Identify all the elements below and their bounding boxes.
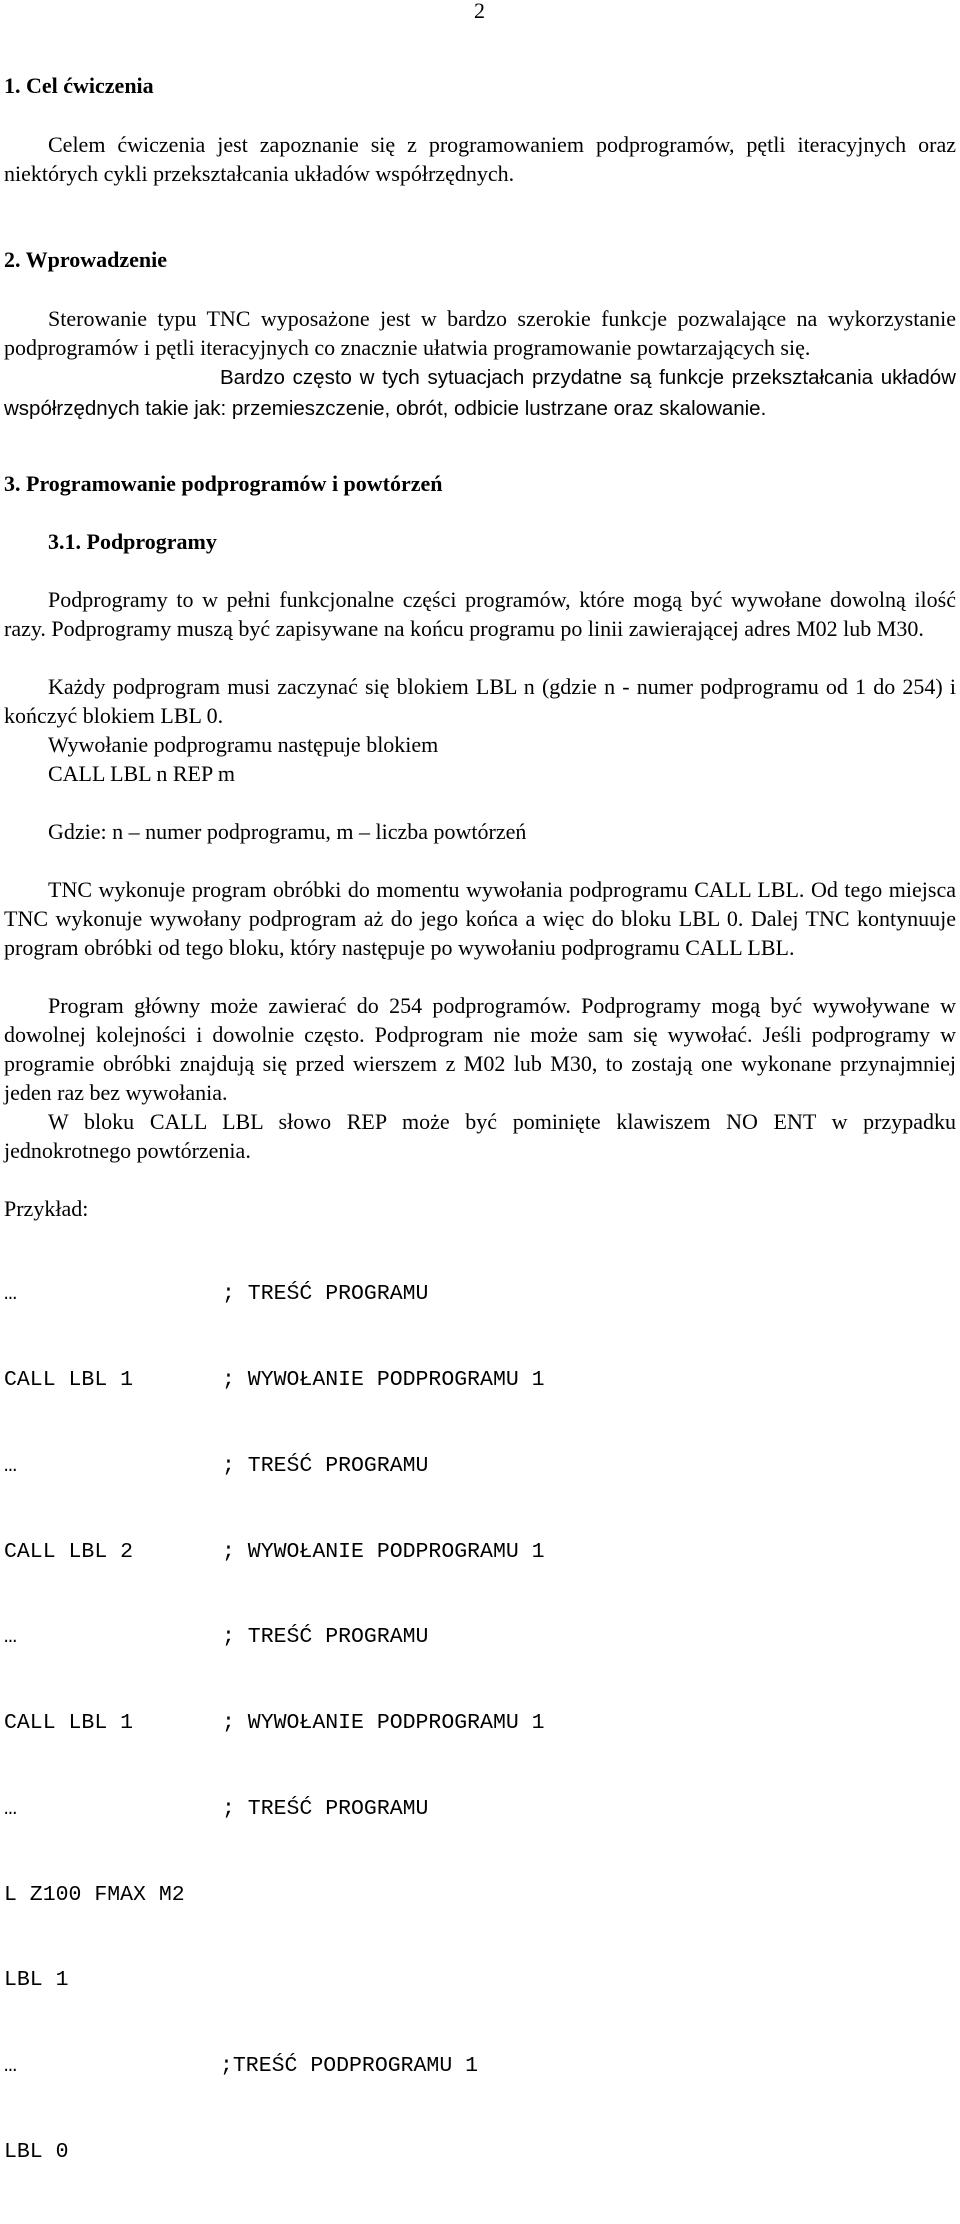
code-instruction: CALL LBL 1: [4, 1367, 134, 1392]
paragraph-podprogramy-8: W bloku CALL LBL słowo REP może być pominięte klawiszem NO ENT w przypadku jednokrotnego powtórzenia.: [4, 1109, 956, 1163]
page-number: 2: [474, 0, 485, 23]
code-instruction: CALL LBL 2: [4, 1539, 134, 1564]
code-instruction: …: [4, 1625, 17, 1650]
code-comment: ;TREŚĆ PODPROGRAMU 1: [220, 2054, 479, 2079]
subsection-heading-podprogramy: 3.1. Podprogramy: [48, 529, 217, 554]
code-line: [4, 1795, 545, 1824]
code-line: [4, 1366, 545, 1395]
code-comment: ; WYWOŁANIE PODPROGRAMU 1: [222, 1539, 545, 1564]
code-example: [4, 1223, 545, 2224]
code-line: [4, 1280, 545, 1309]
code-line: [4, 1881, 545, 1910]
code-instruction: LBL 0: [4, 2140, 69, 2164]
code-instruction: …: [4, 2054, 17, 2079]
code-line: [4, 1623, 545, 1652]
code-comment: ; TREŚĆ PROGRAMU: [222, 1796, 429, 1821]
section-heading-cel: 1. Cel ćwiczenia: [4, 73, 154, 98]
code-instruction: …: [4, 1453, 17, 1478]
paragraph-podprogramy-3: Wywołanie podprogramu następuje blokiem: [48, 732, 439, 757]
code-instruction: L Z100 FMAX M2: [4, 1882, 185, 1907]
code-line: [4, 1538, 545, 1567]
paragraph-wprowadzenie-b: Bardzo często w tych sytuacjach przydatne są funkcje przekształcania układów współrzędnych takie jak: przemieszczenie, obrót, odbicie lustrzane oraz skalowanie.: [4, 366, 956, 420]
code-line: [4, 1709, 545, 1738]
paragraph-cel: Celem ćwiczenia jest zapoznanie się z programowaniem podprogramów, pętli iteracyjnych oraz niektórych cykli przekształcania układów współrzędnych.: [4, 132, 956, 186]
paragraph-wprowadzenie-a: Sterowanie typu TNC wyposażone jest w bardzo szerokie funkcje pozwalające na wykorzystanie podprogramów i pętli iteracyjnych co znacznie ułatwia programowanie powtarzających się.: [4, 306, 956, 360]
paragraph-podprogramy-2: Każdy podprogram musi zaczynać się blokiem LBL n (gdzie n - numer podprogramu od 1 do 254) i kończyć blokiem LBL 0.: [4, 674, 956, 728]
code-instruction: …: [4, 1282, 17, 1307]
code-instruction: CALL LBL 1: [4, 1711, 134, 1736]
code-comment: ; TREŚĆ PROGRAMU: [222, 1625, 429, 1650]
code-comment: ; WYWOŁANIE PODPROGRAMU 1: [222, 1711, 545, 1736]
code-line: [4, 1966, 545, 1995]
code-comment: ; TREŚĆ PROGRAMU: [222, 1453, 429, 1478]
code-instruction: LBL 1: [4, 1968, 69, 1993]
code-line: [4, 2052, 545, 2081]
paragraph-podprogramy-7: Program główny może zawierać do 254 podprogramów. Podprogramy mogą być wywoływane w dowolnej kolejności i dowolnie często. Podprogram nie może sam się wywołać. Jeśli podprogramy w programie obróbki znajdują się przed wierszem z M02 lub M30, to zostają one wykonane przynajmniej jeden raz bez wywołania.: [4, 993, 956, 1105]
code-comment: ; WYWOŁANIE PODPROGRAMU 1: [222, 1367, 545, 1392]
code-line: [4, 2138, 545, 2167]
section-heading-wprowadzenie: 2. Wprowadzenie: [4, 247, 167, 272]
paragraph-podprogramy-6: TNC wykonuje program obróbki do momentu wywołania podprogramu CALL LBL. Od tego miejsca TNC wykonuje wywołany podprogram aż do jego końca a więc do bloku LBL 0. Dalej TNC kontynuuje program obróbki od tego bloku, który następuje po wywołaniu podprogramu CALL LBL.: [4, 877, 956, 960]
paragraph-podprogramy-1: Podprogramy to w pełni funkcjonalne części programów, które mogą być wywołane dowolną ilość razy. Podprogramy muszą być zapisywane na końcu programu po linii zawierającej adres M02 lub M30.: [4, 587, 956, 641]
call-syntax: CALL LBL n REP m: [48, 761, 235, 786]
call-syntax-legend: Gdzie: n – numer podprogramu, m – liczba powtórzeń: [48, 819, 527, 844]
code-comment: ; TREŚĆ PROGRAMU: [222, 1282, 429, 1307]
code-line: [4, 1452, 545, 1481]
section-heading-programowanie: 3. Programowanie podprogramów i powtórzeń: [4, 471, 443, 496]
example-label: Przykład:: [4, 1196, 89, 1221]
code-instruction: …: [4, 1796, 17, 1821]
